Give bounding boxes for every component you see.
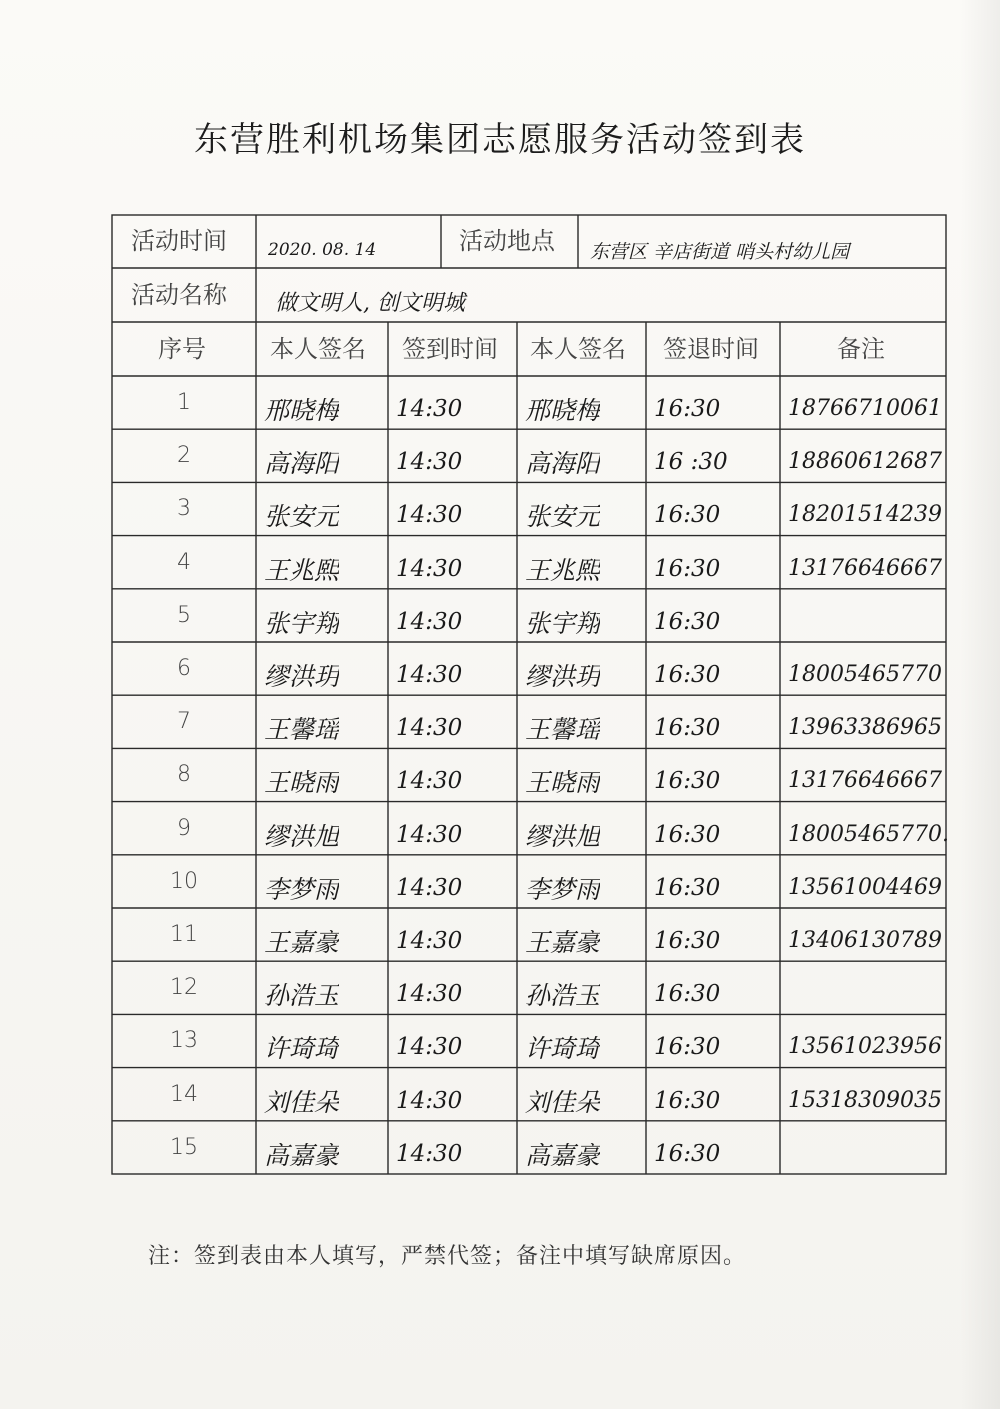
time-out: 16:30 bbox=[654, 664, 721, 687]
time-out: 16:30 bbox=[654, 876, 721, 900]
row-number: 1 bbox=[177, 390, 191, 415]
signature-out: 孙浩玉 bbox=[525, 983, 601, 1009]
time-out: 16:30 bbox=[654, 557, 721, 581]
row-number: 5 bbox=[177, 602, 191, 628]
time-in: 14:30 bbox=[396, 876, 463, 900]
time-out: 16:30 bbox=[654, 717, 721, 741]
column-header-no: 序号 bbox=[158, 335, 206, 363]
signature-in: 刘佳朵 bbox=[264, 1089, 340, 1115]
page-title: 东营胜利机场集团志愿服务活动签到表 bbox=[194, 120, 806, 160]
time-out: 16:30 bbox=[654, 770, 721, 794]
time-in: 14:30 bbox=[396, 770, 463, 794]
column-header-time-in: 签到时间 bbox=[402, 335, 498, 363]
time-in: 14:30 bbox=[396, 504, 463, 528]
signature-out: 王晓雨 bbox=[525, 770, 601, 796]
signature-out: 王嘉豪 bbox=[525, 930, 601, 955]
time-in: 14:30 bbox=[396, 451, 463, 475]
remark: 13963386965 bbox=[788, 717, 942, 740]
remark: 18005465770 bbox=[788, 664, 942, 686]
remark: 18860612687 bbox=[788, 451, 942, 474]
time-out: 16:30 bbox=[654, 983, 721, 1007]
row-number: 13 bbox=[170, 1028, 198, 1054]
place-label: 活动地点 bbox=[459, 227, 555, 255]
signature-in: 许琦琦 bbox=[264, 1036, 340, 1062]
signature-in: 王晓雨 bbox=[264, 770, 340, 796]
row-number: 3 bbox=[177, 496, 191, 522]
signature-out: 高海阳 bbox=[525, 451, 601, 477]
row-number: 12 bbox=[170, 975, 198, 1001]
signature-out: 李梦雨 bbox=[525, 876, 601, 902]
signature-in: 孙浩玉 bbox=[264, 983, 340, 1009]
time-in: 14:30 bbox=[396, 717, 463, 741]
remark: 18766710061 bbox=[788, 398, 942, 420]
signature-in: 王馨瑶 bbox=[264, 717, 340, 743]
signature-in: 高海阳 bbox=[264, 451, 340, 477]
time-out: 16 :30 bbox=[654, 451, 728, 475]
row-number: 7 bbox=[177, 709, 191, 735]
remark: 18201514239 bbox=[788, 504, 942, 527]
time-value: 2020. 08. 14 bbox=[268, 240, 377, 260]
signature-out: 许琦琦 bbox=[525, 1036, 601, 1062]
signature-in: 缪洪旭 bbox=[264, 823, 340, 849]
remark: 13176646667 bbox=[788, 770, 942, 793]
time-out: 16:30 bbox=[654, 610, 721, 634]
signature-out: 刘佳朵 bbox=[525, 1089, 601, 1115]
row-number: 9 bbox=[177, 815, 191, 841]
time-in: 14:30 bbox=[396, 1036, 463, 1060]
row-number: 15 bbox=[170, 1134, 198, 1160]
signature-in: 缪洪玥 bbox=[264, 664, 340, 689]
column-header-name-in: 本人签名 bbox=[270, 335, 366, 363]
time-label: 活动时间 bbox=[131, 227, 227, 255]
signature-in: 王兆熙 bbox=[264, 557, 340, 583]
footnote: 注：签到表由本人填写，严禁代签；备注中填写缺席原因。 bbox=[148, 1244, 747, 1269]
signature-out: 高嘉豪 bbox=[525, 1142, 601, 1168]
remark: 15318309035 bbox=[788, 1089, 942, 1112]
time-out: 16:30 bbox=[654, 504, 721, 528]
time-in: 14:30 bbox=[396, 664, 463, 687]
time-out: 16:30 bbox=[654, 1089, 721, 1113]
row-number: 14 bbox=[170, 1081, 198, 1107]
time-in: 14:30 bbox=[396, 398, 463, 421]
signature-out: 张安元 bbox=[525, 504, 601, 530]
time-in: 14:30 bbox=[396, 1142, 463, 1166]
time-in: 14:30 bbox=[396, 930, 463, 953]
remark: 13561023956 bbox=[788, 1036, 942, 1059]
row-number: 11 bbox=[170, 922, 198, 947]
time-out: 16:30 bbox=[654, 930, 721, 953]
name-value: 做文明人, 创文明城 bbox=[275, 291, 465, 316]
remark: 13561004469 bbox=[788, 876, 942, 899]
time-out: 16:30 bbox=[654, 1036, 721, 1060]
column-header-name-out: 本人签名 bbox=[530, 335, 626, 363]
row-number: 10 bbox=[170, 868, 198, 894]
signature-out: 张宇翔 bbox=[525, 610, 601, 636]
name-label: 活动名称 bbox=[131, 281, 227, 309]
time-in: 14:30 bbox=[396, 1089, 463, 1113]
time-out: 16:30 bbox=[654, 398, 721, 421]
remark: 13406130789 bbox=[788, 930, 942, 952]
signature-in: 高嘉豪 bbox=[264, 1142, 340, 1168]
signature-out: 王兆熙 bbox=[525, 557, 601, 583]
signature-out: 邢晓梅 bbox=[525, 398, 601, 423]
time-in: 14:30 bbox=[396, 983, 463, 1007]
remark: 13176646667 bbox=[788, 557, 942, 580]
row-number: 6 bbox=[177, 656, 191, 681]
time-in: 14:30 bbox=[396, 823, 463, 847]
time-in: 14:30 bbox=[396, 557, 463, 581]
signature-out: 缪洪旭 bbox=[525, 823, 601, 849]
signature-in: 张宇翔 bbox=[264, 610, 340, 636]
row-number: 4 bbox=[177, 549, 191, 575]
signature-out: 王馨瑶 bbox=[525, 717, 601, 743]
signature-in: 张安元 bbox=[264, 504, 340, 530]
column-header-remark: 备注 bbox=[837, 335, 885, 363]
time-out: 16:30 bbox=[654, 823, 721, 847]
column-header-time-out: 签退时间 bbox=[663, 335, 759, 363]
time-in: 14:30 bbox=[396, 610, 463, 634]
time-out: 16:30 bbox=[654, 1142, 721, 1166]
signature-in: 李梦雨 bbox=[264, 876, 340, 902]
row-number: 8 bbox=[177, 762, 191, 788]
signature-in: 邢晓梅 bbox=[264, 398, 340, 423]
row-number: 2 bbox=[177, 443, 191, 469]
signature-out: 缪洪玥 bbox=[525, 664, 601, 689]
place-value: 东营区 辛店街道 哨头村幼儿园 bbox=[590, 241, 850, 263]
remark: 18005465770. bbox=[788, 823, 949, 846]
signature-in: 王嘉豪 bbox=[264, 930, 340, 955]
